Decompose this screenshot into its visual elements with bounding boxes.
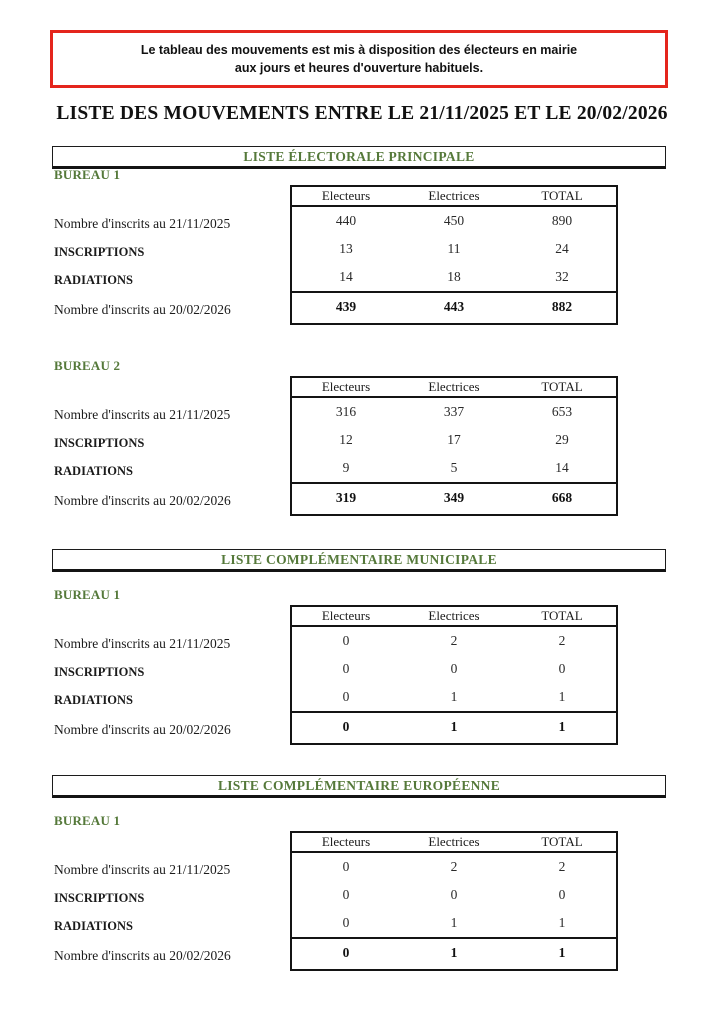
table-row: [292, 398, 616, 426]
cell-value: 440: [335, 213, 357, 228]
table-header-row: [292, 187, 616, 207]
cell-value: 1: [450, 944, 458, 960]
table-row: [292, 207, 616, 235]
table-row: [292, 655, 616, 683]
cell-value: 337: [443, 404, 465, 419]
cell-value: 1: [558, 915, 566, 930]
row-label: Nombre d'inscrits au 20/02/2026: [54, 301, 231, 317]
row-label: INSCRIPTIONS: [54, 890, 145, 905]
table-block-europeenne-bureau-1: [54, 813, 618, 971]
row-label: Nombre d'inscrits au 21/11/2025: [54, 216, 231, 231]
table-area: [54, 376, 618, 516]
section-banner-liste-complementaire-europeenne: LISTE COMPLÉMENTAIRE EUROPÉENNE: [52, 775, 666, 798]
table-total-row: [292, 482, 616, 511]
cell-value: 0: [342, 633, 350, 648]
cell-value: 316: [335, 404, 357, 419]
bureau-heading: BUREAU 1: [54, 587, 121, 602]
cell-value: 18: [447, 269, 461, 284]
column-header-electrices: Electrices: [428, 188, 480, 203]
row-labels-column: [54, 185, 290, 325]
table-area: [54, 185, 618, 325]
notice-line-1: Le tableau des mouvements est mis à disposition des électeurs en mairie: [140, 43, 578, 57]
column-header-electeurs: Electeurs: [321, 379, 371, 394]
column-header-total: TOTAL: [541, 834, 583, 849]
bureau-heading: BUREAU 2: [54, 358, 121, 373]
cell-value: 1: [558, 689, 566, 704]
bureau-heading: BUREAU 1: [54, 167, 121, 182]
row-label: INSCRIPTIONS: [54, 664, 145, 679]
cell-value: 890: [551, 213, 573, 228]
column-header-electeurs: Electeurs: [321, 834, 371, 849]
cell-value: 2: [450, 633, 458, 648]
cell-value: 653: [551, 404, 573, 419]
table-area: [54, 605, 618, 745]
notice-line-2: aux jours et heures d'ouverture habituels.: [234, 61, 484, 75]
cell-value: 14: [555, 460, 569, 475]
table-row: [292, 683, 616, 711]
table-row: [292, 909, 616, 937]
row-labels-column: [54, 605, 290, 745]
cell-value: 17: [447, 432, 461, 447]
cell-value: 450: [443, 213, 465, 228]
cell-value: 12: [339, 432, 353, 447]
table-total-row: [292, 711, 616, 740]
cell-value: 5: [450, 460, 458, 475]
cell-value: 0: [342, 689, 350, 704]
cell-value: 0: [342, 887, 350, 902]
cell-value: 0: [342, 718, 350, 734]
notice-box: [50, 30, 668, 88]
cell-value: 0: [558, 887, 566, 902]
row-label: INSCRIPTIONS: [54, 244, 145, 259]
cell-value: 24: [555, 241, 569, 256]
row-label: Nombre d'inscrits au 20/02/2026: [54, 721, 231, 737]
row-label: Nombre d'inscrits au 20/02/2026: [54, 492, 231, 508]
cell-value: 319: [335, 489, 357, 505]
cell-value: 9: [342, 460, 350, 475]
row-label: RADIATIONS: [54, 463, 133, 478]
row-label: RADIATIONS: [54, 918, 133, 933]
column-header-electrices: Electrices: [428, 608, 480, 623]
cell-value: 2: [558, 633, 566, 648]
table-header-row: [292, 378, 616, 398]
table-row: [292, 263, 616, 291]
table-header-row: [292, 833, 616, 853]
row-label: Nombre d'inscrits au 20/02/2026: [54, 947, 231, 963]
page-title: LISTE DES MOUVEMENTS ENTRE LE 21/11/2025 ET LE 20/02/2026: [56, 103, 668, 124]
cell-value: 1: [558, 718, 566, 734]
cell-value: 1: [450, 915, 458, 930]
cell-value: 2: [558, 859, 566, 874]
table-row: [292, 426, 616, 454]
movements-table: [290, 185, 618, 325]
column-header-electeurs: Electeurs: [321, 188, 371, 203]
movements-table: [290, 376, 618, 516]
cell-value: 11: [447, 241, 461, 256]
header-spacer: [54, 376, 290, 401]
section-banner-liste-complementaire-municipale: LISTE COMPLÉMENTAIRE MUNICIPALE: [52, 549, 666, 572]
table-row: [292, 627, 616, 655]
column-header-electrices: Electrices: [428, 834, 480, 849]
cell-value: 13: [339, 241, 353, 256]
row-label: INSCRIPTIONS: [54, 435, 145, 450]
table-area: [54, 831, 618, 971]
table-block-municipale-bureau-1: [54, 587, 618, 745]
movements-table: [290, 831, 618, 971]
column-header-total: TOTAL: [541, 608, 583, 623]
cell-value: 0: [450, 887, 458, 902]
section-banner-liste-electorale-principale: LISTE ÉLECTORALE PRINCIPALE: [52, 146, 666, 169]
row-label: RADIATIONS: [54, 692, 133, 707]
row-labels-column: [54, 831, 290, 971]
cell-value: 0: [342, 944, 350, 960]
column-header-electrices: Electrices: [428, 379, 480, 394]
header-spacer: [54, 831, 290, 856]
table-header-row: [292, 607, 616, 627]
table-row: [292, 235, 616, 263]
cell-value: 0: [342, 661, 350, 676]
header-spacer: [54, 185, 290, 210]
table-block-principale-bureau-1: [54, 167, 618, 325]
cell-value: 439: [335, 298, 357, 314]
cell-value: 29: [555, 432, 569, 447]
row-label: Nombre d'inscrits au 21/11/2025: [54, 407, 231, 422]
cell-value: 1: [450, 718, 458, 734]
cell-value: 14: [339, 269, 353, 284]
table-block-principale-bureau-2: [54, 358, 618, 516]
cell-value: 32: [555, 269, 569, 284]
cell-value: 349: [443, 489, 465, 505]
cell-value: 0: [450, 661, 458, 676]
row-label: Nombre d'inscrits au 21/11/2025: [54, 862, 231, 877]
cell-value: 1: [450, 689, 458, 704]
bureau-heading: BUREAU 1: [54, 813, 121, 828]
column-header-total: TOTAL: [541, 188, 583, 203]
row-label: Nombre d'inscrits au 21/11/2025: [54, 636, 231, 651]
cell-value: 668: [551, 489, 573, 505]
cell-value: 0: [342, 859, 350, 874]
row-label: RADIATIONS: [54, 272, 133, 287]
table-row: [292, 853, 616, 881]
table-row: [292, 454, 616, 482]
cell-value: 0: [558, 661, 566, 676]
cell-value: 882: [551, 298, 573, 314]
table-row: [292, 881, 616, 909]
cell-value: 1: [558, 944, 566, 960]
column-header-total: TOTAL: [541, 379, 583, 394]
column-header-electeurs: Electeurs: [321, 608, 371, 623]
movements-table: [290, 605, 618, 745]
table-total-row: [292, 937, 616, 966]
row-labels-column: [54, 376, 290, 516]
cell-value: 443: [443, 298, 465, 314]
header-spacer: [54, 605, 290, 630]
table-total-row: [292, 291, 616, 320]
cell-value: 2: [450, 859, 458, 874]
cell-value: 0: [342, 915, 350, 930]
